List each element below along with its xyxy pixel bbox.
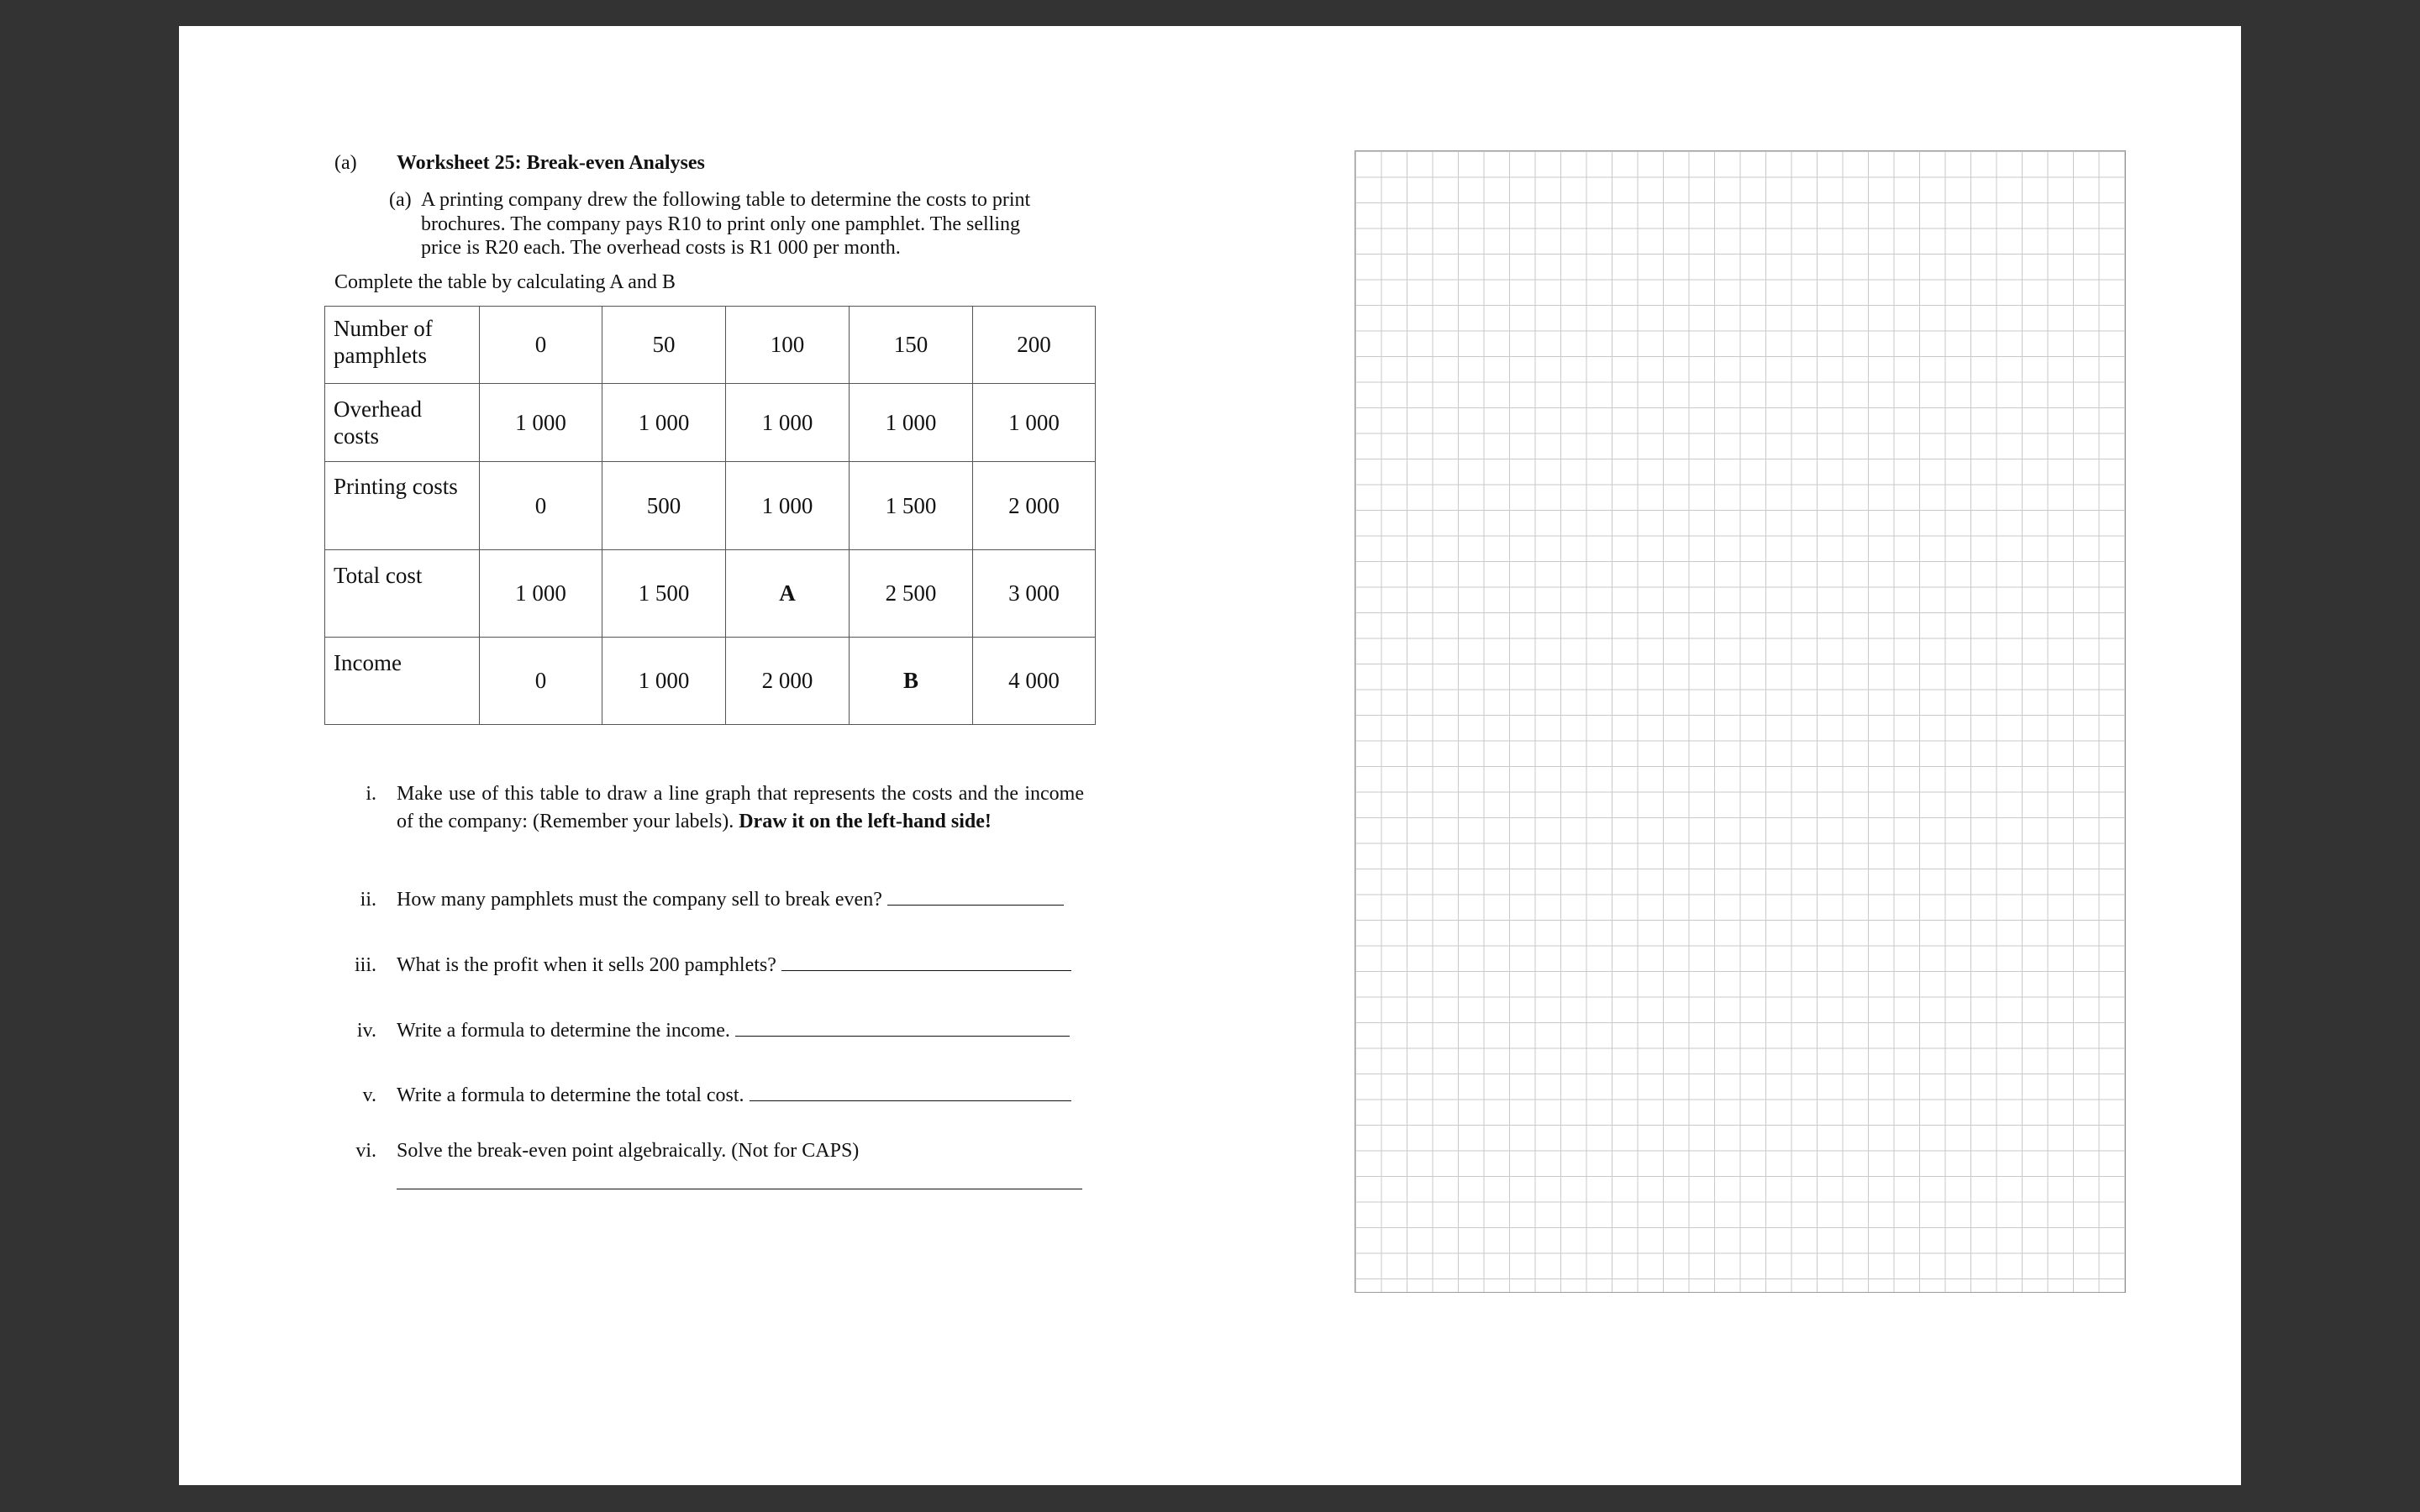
question-text: Solve the break-even point algebraically. (Not for CAPS) [397,1140,860,1162]
question-number: v. [362,1084,376,1106]
worksheet-page [179,26,2241,1485]
question-ii-text: How many pamphlets must the company sell to break even? [397,889,882,911]
intro-marker: (a) [389,189,412,211]
row-label: Income [325,638,480,725]
question-number: iv. [356,1020,376,1042]
table-cell: 1 000 [602,384,726,462]
table-cell-b: B [850,638,973,725]
question-text [397,952,1086,979]
question-v-text: Write a formula to determine the total cost. [397,1084,744,1106]
table-row [325,638,1096,725]
table-cell: 2 000 [973,462,1096,550]
table-row [325,307,1096,384]
table-row [325,384,1096,462]
table-cell: 2 500 [850,550,973,638]
row-label: Printing costs [325,462,480,550]
question-iv-text: Write a formula to determine the income. [397,1020,730,1042]
table-cell: 3 000 [973,550,1096,638]
table-cell: 1 500 [602,550,726,638]
intro-text: A printing company drew the following table to determine the costs to print brochures. The company pays R10 to print only one pamphlet. The selling price is R20 each. The overhead costs is R1 000 per month. [421,189,1031,259]
table-cell: 1 000 [480,550,602,638]
table-cell: 2 000 [726,638,850,725]
answer-blank[interactable] [750,1082,1071,1101]
table-cell: 1 000 [726,462,850,550]
question-text [397,780,1084,836]
table-row [325,462,1096,550]
table-row [325,550,1096,638]
table-cell: 100 [726,307,850,384]
row-label: Overhead costs [325,384,480,462]
question-text [397,1082,1086,1110]
section-label: (a) [334,152,357,174]
answer-blank[interactable] [735,1017,1070,1037]
question-iii-text: What is the profit when it sells 200 pamphlets? [397,954,776,976]
table-cell-a: A [726,550,850,638]
question-text [397,886,1086,914]
question-number: ii. [360,889,376,911]
answer-blank[interactable] [781,952,1071,971]
table-cell: 1 000 [480,384,602,462]
row-label-text: Number of pamphlets [334,316,433,368]
table-cell: 150 [850,307,973,384]
question-number: i. [366,783,376,805]
row-label [325,307,480,384]
question-i-text: Make use of this table to draw a line graph that represents the costs and the income of the company: (Remember your labels). [397,783,1084,832]
instruction-text: Complete the table by calculating A and B [334,271,676,293]
worksheet-title: Worksheet 25: Break-even Analyses [397,152,705,174]
intro-paragraph [389,188,1061,260]
table-cell: 1 000 [602,638,726,725]
question-number: vi. [355,1140,376,1162]
row-label: Total cost [325,550,480,638]
table-cell: 0 [480,638,602,725]
table-cell: 200 [973,307,1096,384]
question-i-emphasis: Draw it on the left-hand side! [739,811,992,832]
table-cell: 1 000 [850,384,973,462]
table-cell: 4 000 [973,638,1096,725]
table-cell: 0 [480,307,602,384]
table-cell: 0 [480,462,602,550]
table-cell: 1 500 [850,462,973,550]
graph-paper-grid[interactable] [1355,150,2126,1293]
answer-blank[interactable] [887,886,1064,906]
table-cell: 500 [602,462,726,550]
cost-table [324,306,1096,725]
question-text [397,1017,1086,1045]
table-cell: 1 000 [973,384,1096,462]
table-cell: 1 000 [726,384,850,462]
table-cell: 50 [602,307,726,384]
question-number: iii. [354,954,376,976]
